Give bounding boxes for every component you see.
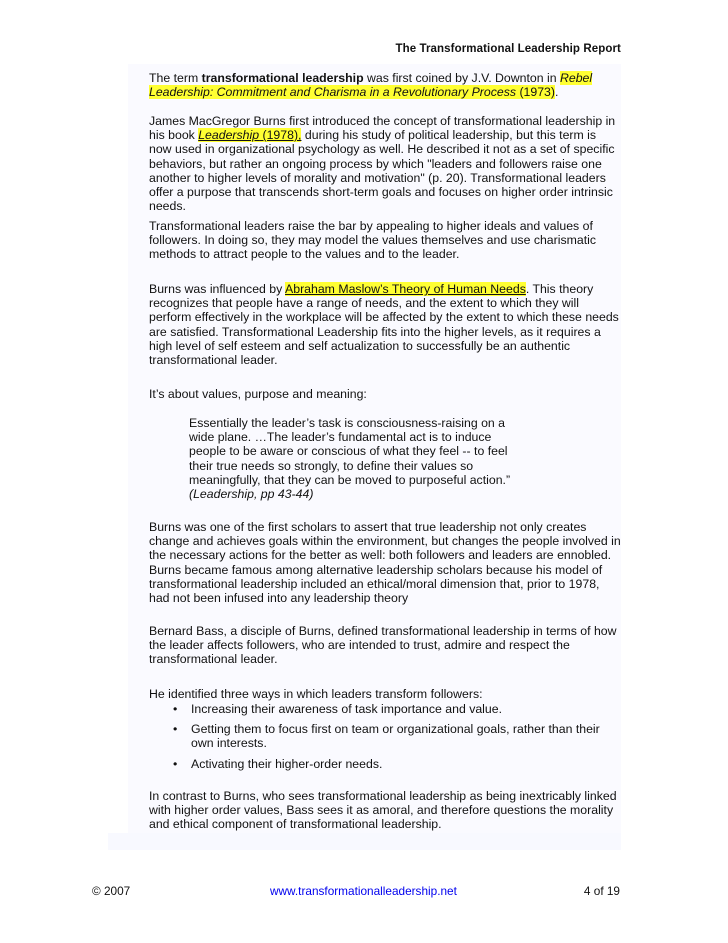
text: James MacGregor Burns first introduced the concept of transformational leadership in his book	[149, 114, 616, 143]
year-highlight: (1973)	[516, 85, 555, 100]
text: . This theory recognizes that people have a range of needs, and the extent to which they will perform effectively in the workplace will be affected by the extent to which these needs are satisfied. Transformational Leadership fits into the higher levels, as it requires a high level of self esteem and self actualization to successfully be an authentic transformational leader.	[149, 282, 619, 368]
year-link-highlight[interactable]: (1978),	[259, 128, 302, 143]
page-header-title: The Transformational Leadership Report	[395, 43, 621, 55]
list-item-text: Activating their higher-order needs.	[191, 756, 383, 771]
quote-citation: (Leadership, pp 43-44)	[189, 487, 314, 502]
bold-term: transformational leadership	[201, 71, 364, 85]
text: .	[555, 85, 559, 100]
list-item-text: Increasing their awareness of task importance and value.	[191, 702, 503, 716]
paragraph-raise-bar: Transformational leaders raise the bar by appealing to higher ideals and values of followers. In doing so, they may model the values themselves and use charismatic methods to attract people to the values and to the leader.	[149, 219, 597, 262]
bullet-list	[149, 702, 621, 777]
book-title-highlight: Rebel Leadership: Commitment and Charisma in a Revolutionary Process	[149, 71, 593, 100]
footer-page-number: 4 of 19	[583, 884, 620, 898]
paragraph-maslow	[149, 282, 621, 367]
list-item	[149, 702, 621, 716]
text: was first coined by J.V. Downton in	[363, 71, 560, 85]
book-link-highlight[interactable]: Leadership	[198, 128, 260, 143]
text: Burns was influenced by	[149, 282, 286, 296]
quote-text: Essentially the leader’s task is consciousness-raising on a wide plane. …The leader’s fundamental act is to induce people to be aware or conscious of what they feel -- to feel their true needs so strongly, to define their values so meaningfully, that they can be moved to purposeful action.”	[189, 416, 511, 487]
list-item	[149, 757, 621, 771]
paragraph-burns-scholars: Burns was one of the first scholars to assert that true leadership not only creates change and achieves goals within the environment, but changes the people involved in the necessary actions for the better as well: both followers and leaders are ennobled. Burns became famous among alternative leadership scholars because his model of transformational leadership included an ethical/moral dimension that, prior to 1978, had not been infused into any leadership theory	[149, 520, 621, 606]
maslow-link-highlight[interactable]: Abraham Maslow’s Theory of Human Needs	[285, 282, 526, 296]
bullet-icon: •	[173, 702, 178, 716]
bullet-icon: •	[173, 722, 178, 737]
list-item-text: Getting them to focus first on team or organizational goals, rather than their own interests.	[191, 722, 600, 751]
list-item	[149, 722, 621, 750]
text: The term	[149, 71, 202, 85]
block-quote	[189, 416, 519, 501]
text: during his study of political leadership, but this term is now used in organizational psychology as well. He described it not as a set of specific behaviors, but rather an ongoing process by which "leaders and followers raise one another to higher levels of morality and motivation" (p. 20). Transformational leaders offer a purpose that transcends short-term goals and focuses on higher order intrinsic needs.	[149, 128, 615, 214]
paragraph-downton	[149, 71, 621, 99]
footer-copyright: © 2007	[92, 884, 131, 898]
paragraph-burns-intro	[149, 114, 621, 213]
content-panel-bottom	[108, 833, 621, 850]
paragraph-three-ways: He identified three ways in which leaders transform followers:	[149, 687, 483, 701]
paragraph-bass: Bernard Bass, a disciple of Burns, defined transformational leadership in terms of how the leader affects followers, who are intended to trust, admire and respect the transformational leader.	[149, 624, 617, 667]
paragraph-values: It’s about values, purpose and meaning:	[149, 387, 367, 401]
bullet-icon: •	[173, 756, 178, 771]
paragraph-contrast: In contrast to Burns, who sees transformational leadership as being inextricably linked with higher order values, Bass sees it as amoral, and therefore questions the morality and ethical component of transformational leadership.	[149, 789, 617, 832]
footer-website-link[interactable]: www.transformationalleadership.net	[270, 884, 457, 898]
